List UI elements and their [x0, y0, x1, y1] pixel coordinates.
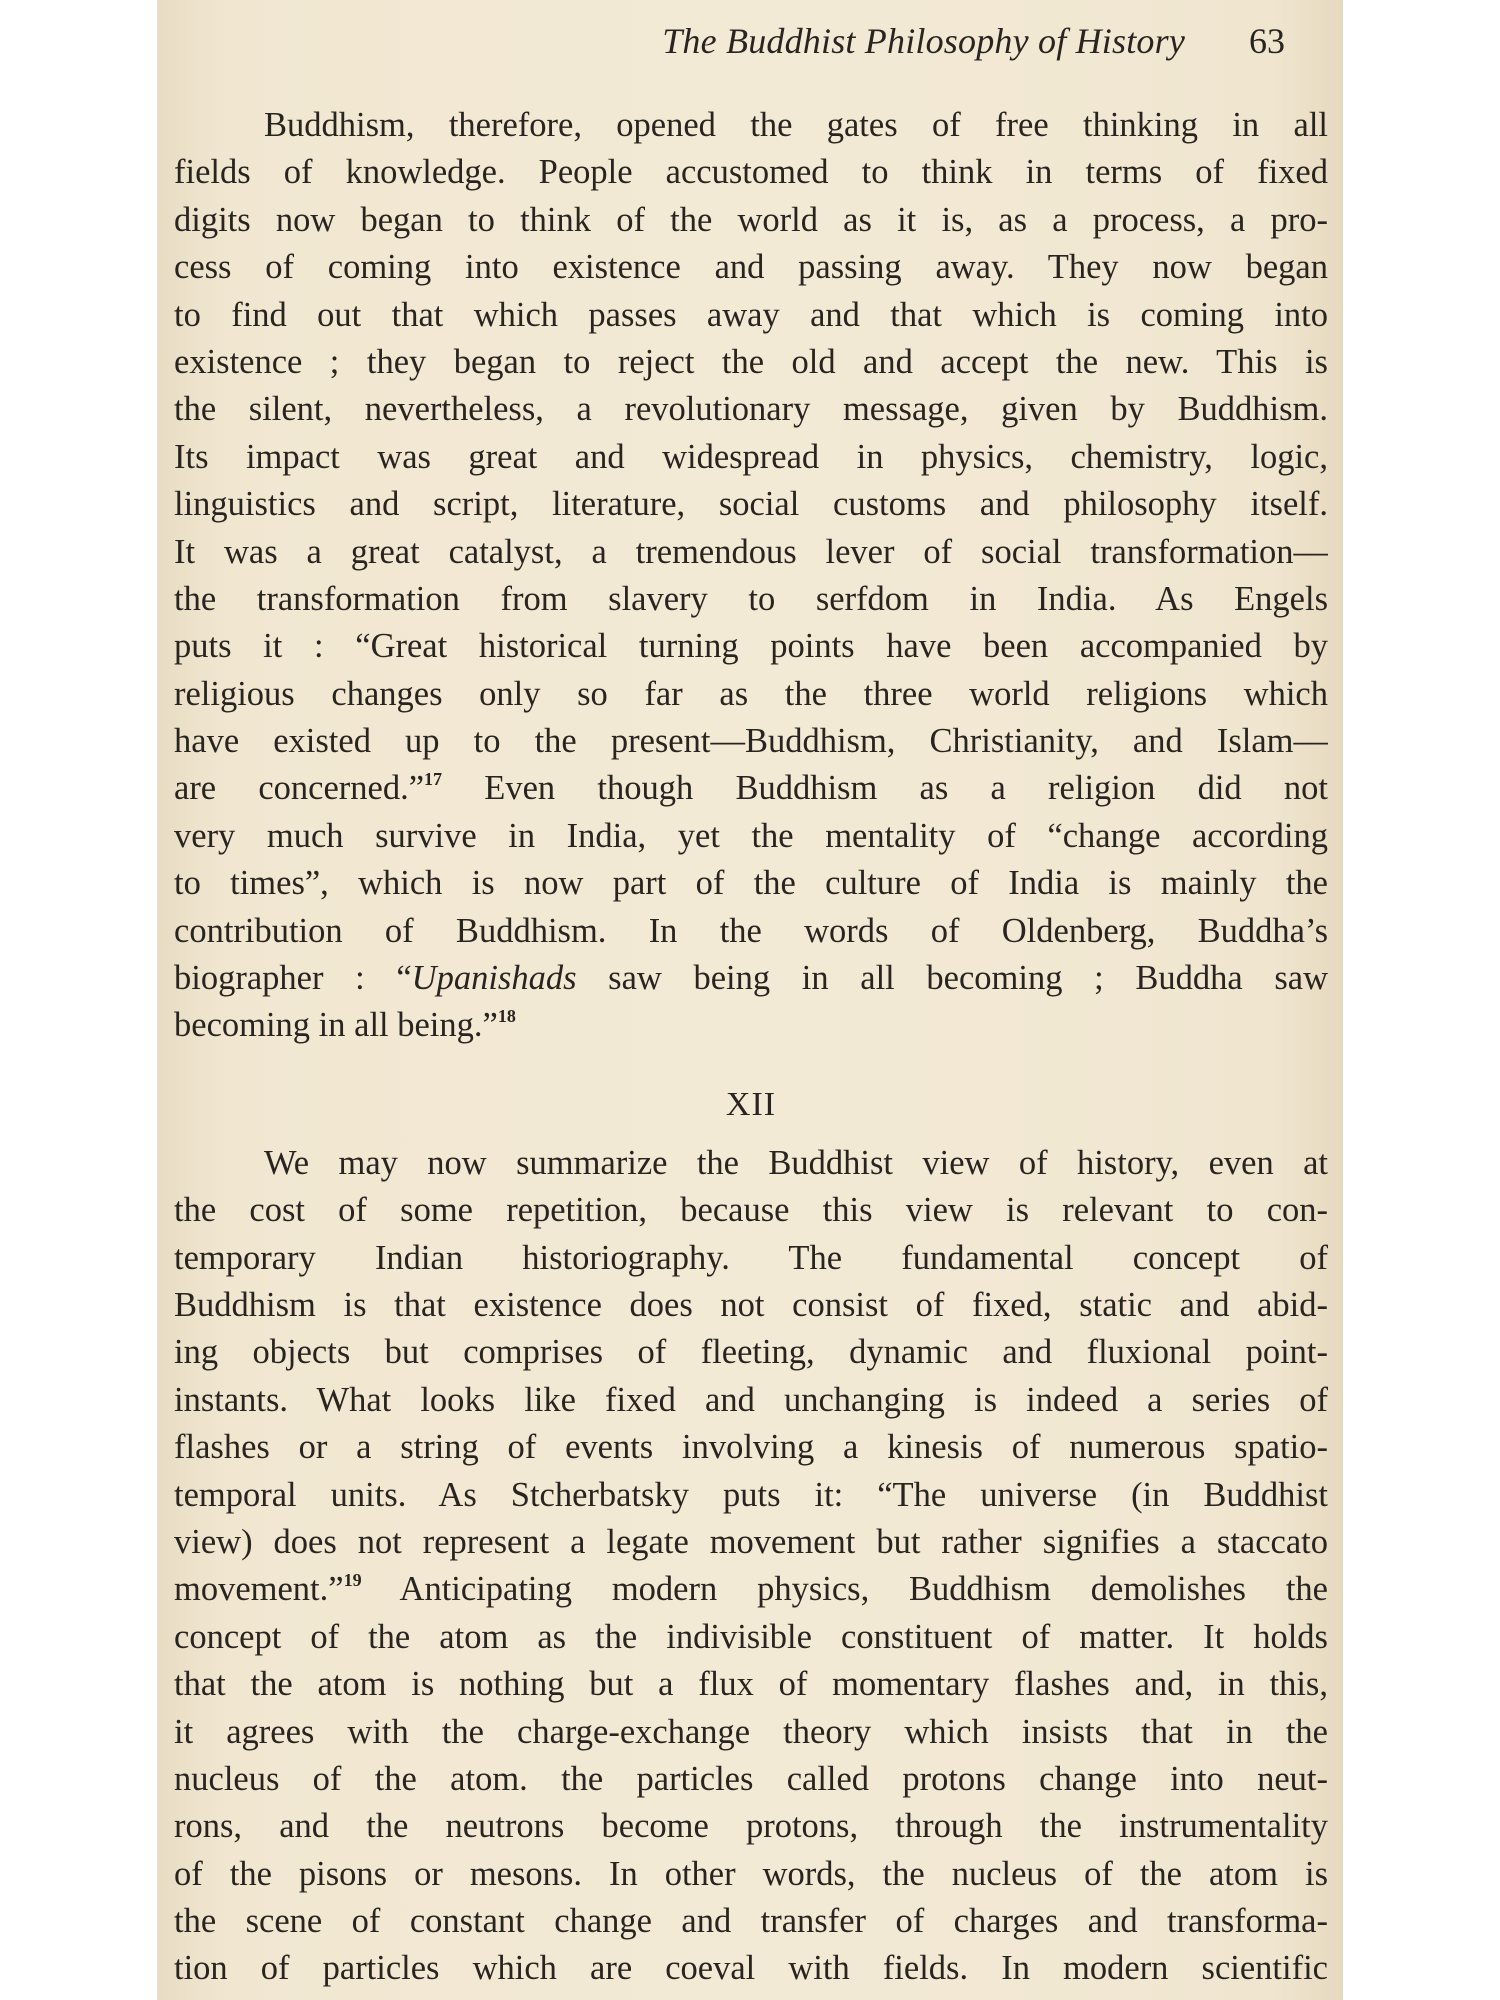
text-line: tion of particles which are coeval with fields. In modern scientific [174, 1949, 1328, 1988]
text-line: the transformation from slavery to serfdom in India. As Engels [174, 579, 1328, 618]
text-line: nucleus of the atom. the particles called protons change into neut- [174, 1759, 1328, 1798]
text-line: that the atom is nothing but a flux of momentary flashes and, in this, [174, 1665, 1328, 1704]
text-line [174, 1002, 1328, 1049]
text-line: religious changes only so far as the three world religions which [174, 674, 1328, 713]
text-line: flashes or a string of events involving a kinesis of numerous spatio- [174, 1428, 1328, 1467]
text-line: of the pisons or mesons. In other words, the nucleus of the atom is [174, 1854, 1328, 1893]
text-line: instants. What looks like fixed and unchanging is indeed a series of [174, 1380, 1328, 1419]
text-line: linguistics and script, literature, social customs and philosophy itself. [174, 485, 1328, 524]
text-line: Buddhism is that existence does not consist of fixed, static and abid- [174, 1285, 1328, 1324]
section-heading: XII [725, 1085, 777, 1123]
text-line: temporary Indian historiography. The fundamental concept of [174, 1238, 1328, 1277]
text-line: to times”, which is now part of the culture of India is mainly the [174, 864, 1328, 903]
text-line [174, 955, 1328, 1002]
book-page-scan [157, 0, 1343, 2000]
text-line: It was a great catalyst, a tremendous lever of social transformation— [174, 532, 1328, 571]
text-line: temporal units. As Stcherbatsky puts it: “The universe (in Buddhist [174, 1475, 1328, 1514]
text-line: it agrees with the charge-exchange theory which insists that in the [174, 1712, 1328, 1751]
text-line: existence ; they began to reject the old and accept the new. This is [174, 342, 1328, 381]
body-text [174, 102, 1328, 1993]
text-line: have existed up to the present—Buddhism, Christianity, and Islam— [174, 722, 1328, 761]
text-line: contribution of Buddhism. In the words of Oldenberg, Buddha’s [174, 911, 1328, 950]
text-span: movement.” [174, 1570, 344, 1609]
text-line: puts it : “Great historical turning points have been accompanied by [174, 627, 1328, 666]
text-line: We may now summarize the Buddhist view of history, even at [264, 1143, 1328, 1182]
page-number: 63 [1249, 21, 1285, 61]
text-line: the silent, nevertheless, a revolutionary message, given by Buddhism. [174, 390, 1328, 429]
text-span: saw being in all becoming ; Buddha saw [576, 959, 1328, 998]
text-span: becoming in all being.” [174, 1006, 498, 1045]
text-line: fields of knowledge. People accustomed to think in terms of fixed [174, 153, 1328, 192]
text-line: cess of coming into existence and passing away. They now began [174, 248, 1328, 287]
text-line: ing objects but comprises of fleeting, dynamic and fluxional point- [174, 1333, 1328, 1372]
text-span: Anticipating modern physics, Buddhism demolishes the [361, 1570, 1328, 1609]
text-line: to find out that which passes away and that which is coming into [174, 295, 1328, 334]
text-line: rons, and the neutrons become protons, through the instrumentality [174, 1807, 1328, 1846]
text-line [174, 765, 1328, 812]
italic-title: Upanishads [411, 959, 577, 998]
running-head-title: The Buddhist Philosophy of History [662, 21, 1185, 61]
text-line: concept of the atom as the indivisible constituent of matter. It holds [174, 1617, 1328, 1656]
spacer [174, 1050, 1328, 1070]
text-line: view) does not represent a legate movement but rather signifies a staccato [174, 1522, 1328, 1561]
text-line: the cost of some repetition, because this view is relevant to con- [174, 1191, 1328, 1230]
running-head [157, 16, 1325, 66]
text-line: Buddhism, therefore, opened the gates of free thinking in all [264, 106, 1328, 144]
footnote-ref-18: 18 [497, 1006, 516, 1027]
text-span: biographer : “ [174, 959, 412, 998]
footnote-ref-17: 17 [424, 769, 443, 790]
text-line: the scene of constant change and transfer of charges and transforma- [174, 1902, 1328, 1941]
text-line: Its impact was great and widespread in physics, chemistry, logic, [174, 437, 1328, 476]
text-line: very much survive in India, yet the mentality of “change according [174, 816, 1328, 855]
text-span: Even though Buddhism as a religion did not [442, 769, 1328, 808]
text-span: are concerned.” [174, 769, 425, 808]
footnote-ref-19: 19 [343, 1570, 362, 1591]
text-line: digits now began to think of the world as it is, as a process, a pro- [174, 200, 1328, 239]
text-line [174, 1566, 1328, 1613]
